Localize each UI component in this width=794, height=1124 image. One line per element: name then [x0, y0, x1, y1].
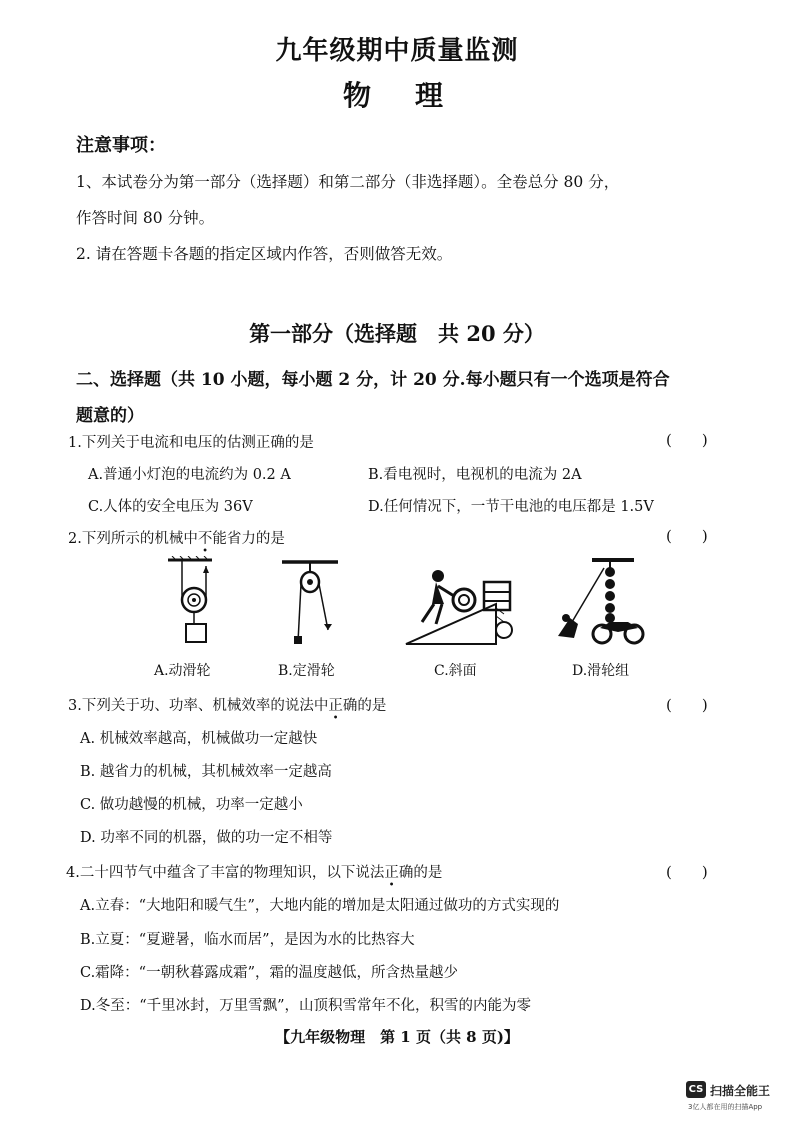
emphasis-mark: 正: [328, 698, 343, 714]
pulley-block-figure: [548, 556, 652, 648]
question-4-option-a: A.立春：“大地阳和暖气生”，大地内能的增加是太阳通过做功的方式实现的: [80, 898, 560, 914]
section-heading-line-1: 二、选择题（共 10 小题，每小题 2 分，计 20 分.每小题只有一个选项是符合: [76, 370, 670, 390]
notice-item-1-line-2: 作答时间 80 分钟。: [76, 209, 215, 227]
question-3-option-c: C. 做功越慢的机械，功率一定越小: [80, 797, 303, 813]
figure-caption-d: D.滑轮组: [572, 663, 630, 679]
question-3-option-a: A. 机械效率越高，机械做功一定越快: [80, 731, 318, 747]
figure-caption-c: C.斜面: [434, 663, 477, 679]
scanner-logo-icon: CS: [686, 1081, 706, 1098]
emphasis-mark: 正: [384, 865, 399, 881]
emphasis-mark: 不: [197, 531, 213, 547]
question-3-stem: 3.下列关于功、功率、机械效率的说法中正确的是: [68, 698, 387, 714]
inclined-plane-figure: [400, 564, 516, 648]
question-2-answer-blank: ( ): [666, 527, 708, 545]
question-1-answer-blank: ( ): [666, 431, 708, 449]
question-4-stem: 4.二十四节气中蕴含了丰富的物理知识，以下说法正确的是: [66, 865, 443, 881]
subject-title: 物理: [343, 79, 488, 112]
part-heading: 第一部分（选择题 共 20 分）: [249, 321, 545, 346]
question-4-answer-blank: ( ): [666, 863, 708, 881]
question-4-option-d: D.冬至：“千里冰封，万里雪飘”，山顶积雪常年不化，积雪的内能为零: [80, 998, 532, 1014]
figure-caption-a: A.动滑轮: [154, 663, 211, 679]
question-2-stem: 2.下列所示的机械中不能省力的是: [68, 531, 285, 547]
question-1-option-d: D.任何情况下，一节干电池的电压都是 1.5V: [368, 499, 654, 515]
scanner-app-slogan: 3亿人都在用的扫描App: [688, 1103, 763, 1111]
question-4-option-b: B.立夏：“夏避暑，临水而居”，是因为水的比热容大: [80, 932, 415, 948]
question-3-option-d: D. 功率不同的机器，做的功一定不相等: [80, 830, 333, 846]
fixed-pulley-figure: [278, 558, 342, 650]
question-1-option-b: B.看电视时，电视机的电流为 2A: [368, 467, 582, 483]
figure-caption-b: B.定滑轮: [278, 663, 335, 679]
question-3-answer-blank: ( ): [666, 696, 708, 714]
question-1-option-a: A.普通小灯泡的电流约为 0.2 A: [88, 467, 291, 483]
question-1-option-c: C.人体的安全电压为 36V: [88, 499, 253, 515]
notice-heading: 注意事项：: [76, 135, 166, 156]
scanner-app-name: 扫描全能王: [710, 1084, 771, 1098]
exam-title: 九年级期中质量监测: [275, 36, 519, 66]
notice-item-2: 2. 请在答题卡各题的指定区域内作答，否则做答无效。: [76, 245, 453, 263]
movable-pulley-figure: [160, 556, 230, 648]
question-1-stem: 1.下列关于电流和电压的估测正确的是: [68, 435, 314, 451]
page-footer: 【九年级物理 第 1 页（共 8 页)】: [275, 1028, 519, 1046]
notice-item-1-line-1: 1、本试卷分为第一部分（选择题）和第二部分（非选择题）。全卷总分 80 分，: [76, 173, 620, 191]
question-4-option-c: C.霜降：“一朝秋暮露成霜”，霜的温度越低，所含热量越少: [80, 965, 459, 981]
section-heading-line-2: 题意的）: [76, 406, 144, 426]
question-3-option-b: B. 越省力的机械，其机械效率一定越高: [80, 764, 332, 780]
